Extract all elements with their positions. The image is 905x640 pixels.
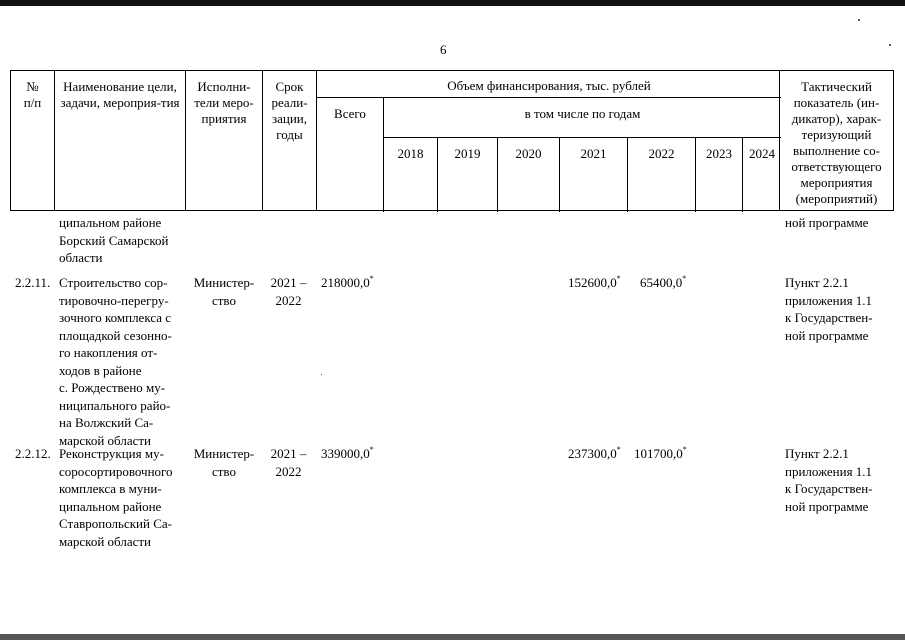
header-period: Срок реали-зации, годы [271,79,308,142]
row-executor: Министер- ство [193,446,255,479]
scan-speck [889,44,891,46]
row-2022: 65400,0* [640,274,687,290]
header-year: 2018 [397,146,424,161]
page-number: 6 [440,42,447,57]
header-name: Наименование цели, задачи, мероприя-тия [60,79,180,110]
row-2022: 101700,0* [634,445,687,461]
row-name: Реконструкция му- соросортировочного комплекса в муни- ципальном районе Ставропольский Са- марской области [59,446,173,549]
header-year: 2024 [749,146,775,161]
header-total: Всего [334,106,366,121]
continuation-tactical: ной программе [785,215,869,230]
scan-speck [321,374,322,375]
header-year: 2021 [580,146,607,161]
row-num: 2.2.11. [15,275,51,290]
scan-border-top [0,0,905,6]
row-tactical: Пункт 2.2.1 приложения 1.1 к Государствен- ной программе [785,446,873,514]
row-total: 218000,0* [321,274,374,290]
continuation-name: ципальном районе Борский Самарской области [59,215,169,265]
header-by-years: в том числе по годам [524,106,641,121]
header-executors: Исполни-тели меро-приятия [194,79,254,126]
row-2021: 237300,0* [568,445,621,461]
header-year: 2022 [648,146,675,161]
row-2021: 152600,0* [568,274,621,290]
header-tactical: Тактический показатель (ин-дикатор), харак-теризующий выполнение со-ответствующего мероприятия (мероприятий) [779,70,894,211]
header-year: 2023 [706,146,732,161]
header-funding: Объем финансирования, тыс. рублей [447,78,651,93]
header-year: 2020 [515,146,542,161]
scan-border-bottom [0,634,905,640]
row-period: 2021 – 2022 [270,275,307,308]
row-tactical: Пункт 2.2.1 приложения 1.1 к Государствен- ной программе [785,275,873,343]
row-total: 339000,0* [321,445,374,461]
header-num: № п/п [23,79,42,110]
table-header [10,70,780,211]
row-num: 2.2.12. [15,446,51,461]
scan-speck [858,19,860,21]
row-name: Строительство сор- тировочно-перегру- зочного комплекса с площадкой сезонно- го накопления от- ходов в районе с. Рождествено му- ниципального райо- на Волжский Са- марской области [59,275,172,448]
header-year: 2019 [454,146,481,161]
row-period: 2021 – 2022 [270,446,307,479]
row-executor: Министер- ство [193,275,255,308]
